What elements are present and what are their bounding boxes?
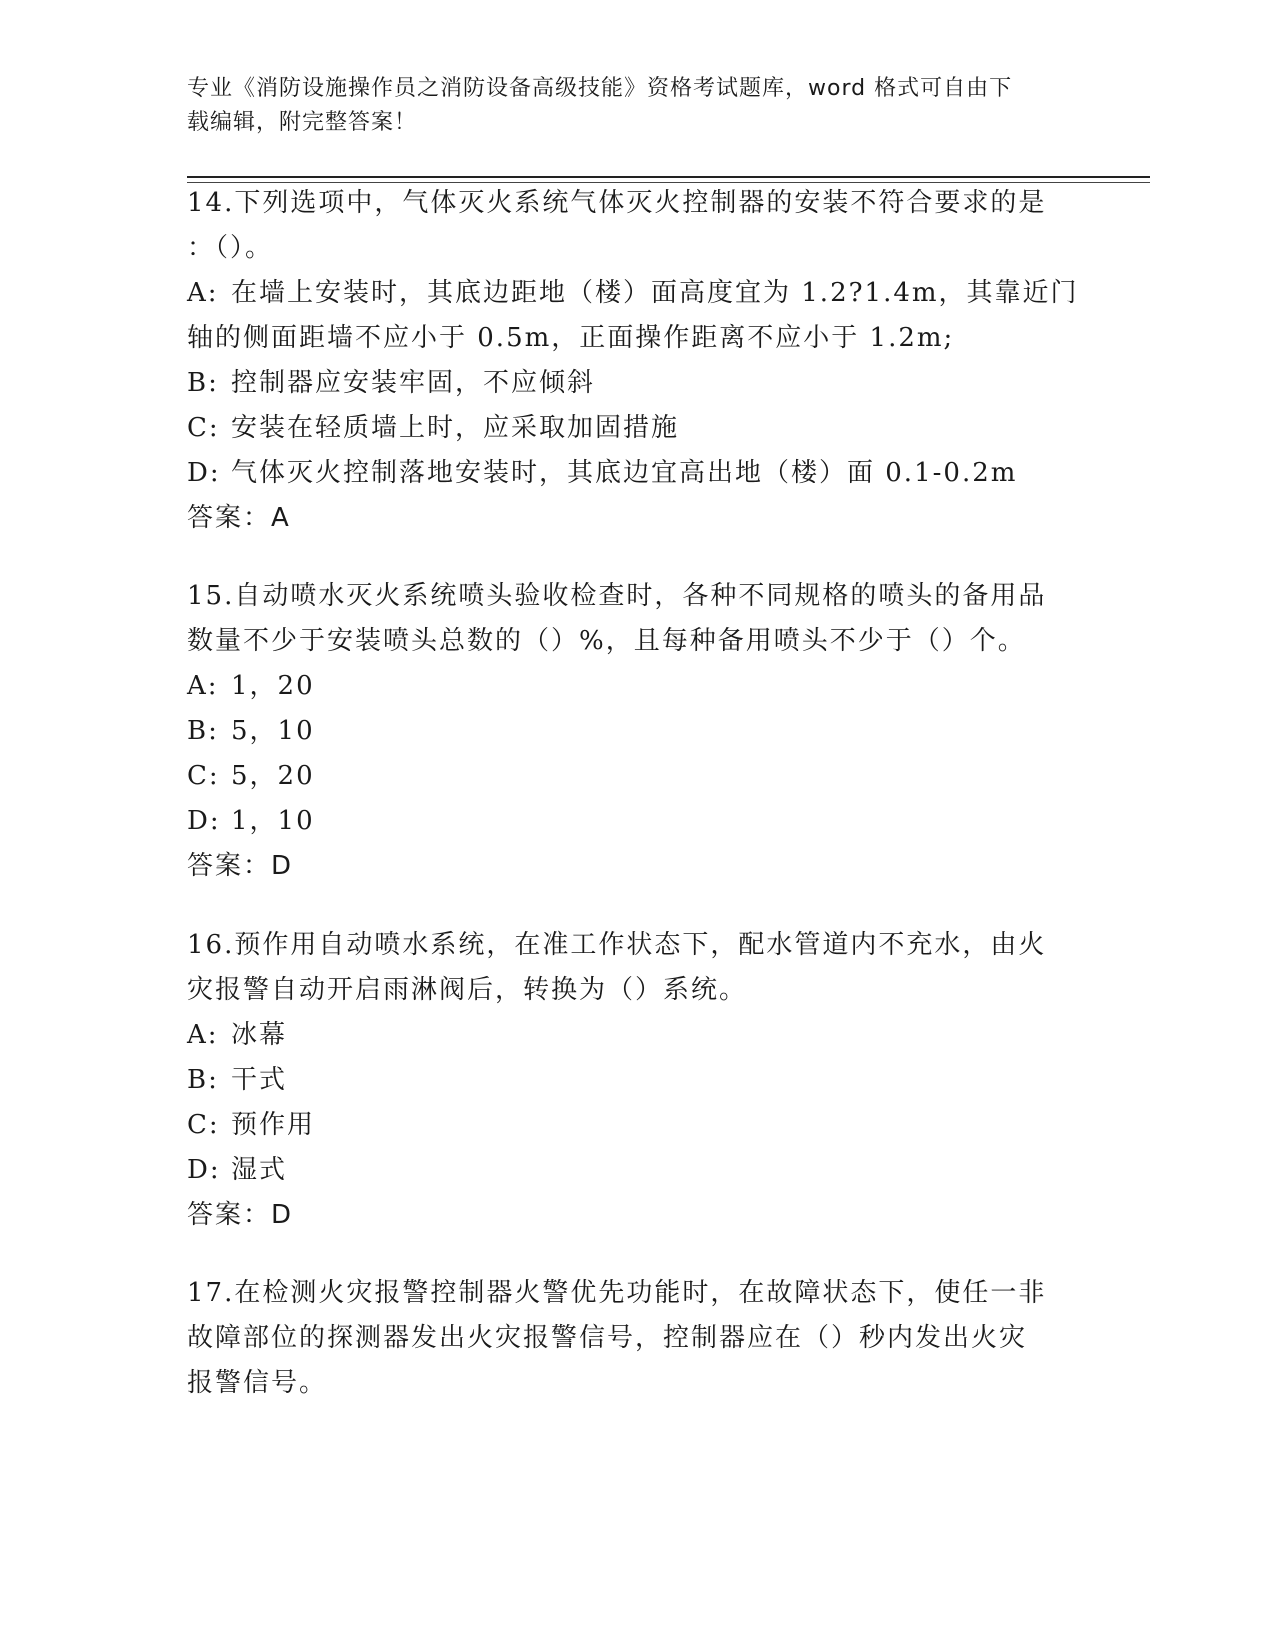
option-text: 5，20 [231, 761, 315, 791]
answer-line: 答案：D [187, 1200, 294, 1230]
option-text: 干式 [231, 1065, 288, 1095]
question-text-line: 数量不少于安装喷头总数的（）%，且每种备用喷头不少于（）个。 [187, 626, 1026, 656]
question-text-line: 灾报警自动开启雨淋阀后，转换为（）系统。 [187, 975, 748, 1005]
option-a [187, 271, 1087, 316]
option-text: 1，10 [231, 806, 315, 836]
option-key: D: [187, 1155, 221, 1185]
header-divider-thick [187, 176, 1150, 178]
question-text-line: 16.预作用自动喷水系统，在准工作状态下，配水管道内不充水，由火 [187, 930, 1047, 960]
option-a [187, 664, 1087, 709]
option-key: B: [187, 368, 219, 398]
question-16 [187, 923, 1087, 1238]
answer-line: 答案：D [187, 851, 294, 881]
option-text: 1，20 [231, 671, 315, 701]
header-line-2: 载编辑，附完整答案！ [187, 110, 418, 135]
option-text: 气体灭火控制落地安装时，其底边宜高出地（楼）面 0.1-0.2m [231, 458, 1018, 488]
option-key: C: [187, 761, 220, 791]
option-key: D: [187, 806, 221, 836]
question-15 [187, 574, 1087, 889]
question-text-line: ：（）。 [187, 233, 274, 263]
option-key: D: [187, 458, 221, 488]
option-text: 控制器应安装牢固，不应倾斜 [231, 368, 596, 398]
option-c [187, 1103, 1087, 1148]
option-d [187, 1148, 1087, 1193]
option-d [187, 451, 1087, 496]
option-key: B: [187, 1065, 219, 1095]
option-b [187, 1058, 1087, 1103]
option-text: 湿式 [231, 1155, 288, 1185]
option-key: C: [187, 413, 220, 443]
question-text-line: 17.在检测火灾报警控制器火警优先功能时，在故障状态下，使任一非 [187, 1278, 1047, 1308]
question-text-line: 报警信号。 [187, 1368, 328, 1398]
option-c [187, 754, 1087, 799]
option-a-continued [187, 316, 1087, 361]
option-text: 安装在轻质墙上时，应采取加固措施 [231, 413, 680, 443]
option-key: A: [187, 671, 219, 701]
option-key: C: [187, 1110, 220, 1140]
option-text: 冰幕 [231, 1020, 288, 1050]
question-text-line: 故障部位的探测器发出火灾报警信号，控制器应在（）秒内发出火灾 [187, 1323, 1028, 1353]
option-text: 在墙上安装时，其底边距地（楼）面高度宜为 1.2?1.4m，其靠近门 [231, 278, 1079, 308]
option-a [187, 1013, 1087, 1058]
answer-line: 答案：A [187, 503, 291, 533]
option-text: 预作用 [231, 1110, 316, 1140]
option-text: 轴的侧面距墙不应小于 0.5m，正面操作距离不应小于 1.2m; [187, 323, 955, 353]
option-d [187, 799, 1087, 844]
question-text-line: 14.下列选项中，气体灭火系统气体灭火控制器的安装不符合要求的是 [187, 188, 1047, 218]
option-c [187, 406, 1087, 451]
question-text-line: 15.自动喷水灭火系统喷头验收检查时，各种不同规格的喷头的备用品 [187, 581, 1047, 611]
question-17 [187, 1271, 1087, 1406]
option-text: 5，10 [231, 716, 315, 746]
option-b [187, 361, 1087, 406]
header-line-1: 专业《消防设施操作员之消防设备高级技能》资格考试题库，word 格式可自由下 [187, 76, 1013, 101]
document-header [187, 72, 1067, 140]
option-b [187, 709, 1087, 754]
option-key: A: [187, 278, 219, 308]
option-key: A: [187, 1020, 219, 1050]
question-14 [187, 181, 1087, 541]
option-key: B: [187, 716, 219, 746]
